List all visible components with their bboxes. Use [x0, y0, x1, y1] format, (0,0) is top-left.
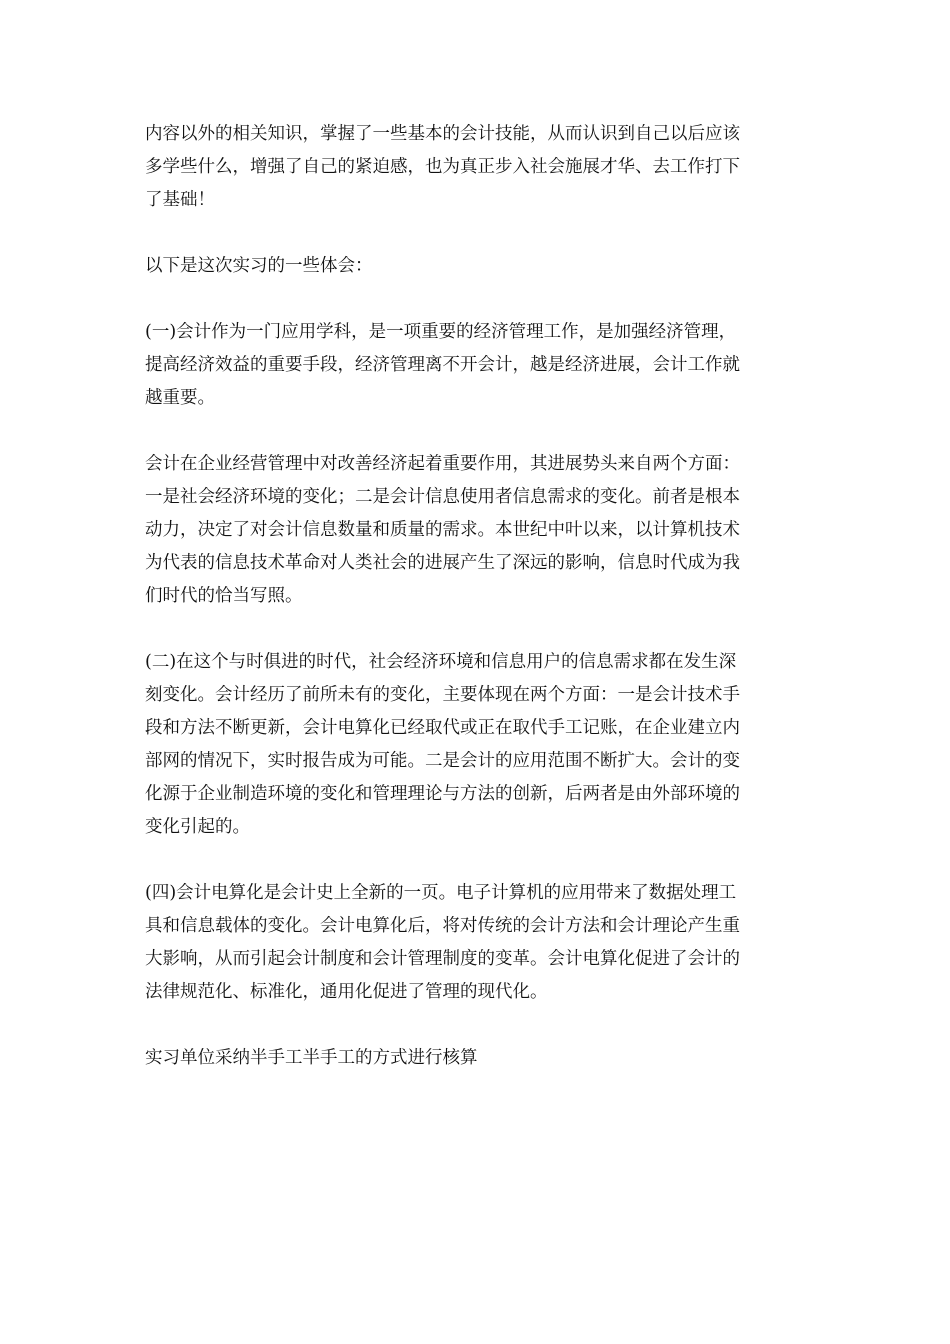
text-line: 具和信息载体的变化。会计电算化后，将对传统的会计方法和会计理论产生重: [145, 916, 740, 936]
text-line: 越重要。: [145, 388, 215, 408]
paragraph-accounting-role: [145, 448, 805, 613]
text-line: 一是社会经济环境的变化；二是会计信息使用者信息需求的变化。前者是根本: [145, 487, 740, 507]
text-line: 提高经济效益的重要手段，经济管理离不开会计，越是经济进展，会计工作就: [145, 355, 740, 375]
text-line: (一)会计作为一门应用学科，是一项重要的经济管理工作，是加强经济管理，: [145, 322, 737, 342]
text-line: 以下是这次实习的一些体会：: [145, 256, 373, 276]
text-line: 了基础！: [145, 190, 215, 210]
text-line: 段和方法不断更新，会计电算化已经取代或正在取代手工记账，在企业建立内: [145, 718, 740, 738]
paragraph-point-one: [145, 316, 805, 415]
paragraph-intro-continuation: [145, 118, 805, 217]
text-line: 会计在企业经营管理中对改善经济起着重要作用，其进展势头来自两个方面：: [145, 454, 740, 474]
paragraph-experience-heading: [145, 250, 805, 283]
text-line: (四)会计电算化是会计史上全新的一页。电子计算机的应用带来了数据处理工: [145, 883, 737, 903]
paragraph-point-two: [145, 646, 805, 844]
text-line: (二)在这个与时俱进的时代，社会经济环境和信息用户的信息需求都在发生深: [145, 652, 737, 672]
text-line: 多学些什么，增强了自己的紧迫感，也为真正步入社会施展才华、去工作打下: [145, 157, 740, 177]
text-line: 内容以外的相关知识，掌握了一些基本的会计技能，从而认识到自己以后应该: [145, 124, 740, 144]
text-line: 变化引起的。: [145, 817, 250, 837]
paragraph-internship-method: [145, 1042, 805, 1075]
text-line: 动力，决定了对会计信息数量和质量的需求。本世纪中叶以来，以计算机技术: [145, 520, 740, 540]
text-line: 刻变化。会计经历了前所未有的变化，主要体现在两个方面：一是会计技术手: [145, 685, 740, 705]
text-line: 化源于企业制造环境的变化和管理理论与方法的创新，后两者是由外部环境的: [145, 784, 740, 804]
paragraph-point-four: [145, 877, 805, 1009]
text-line: 们时代的恰当写照。: [145, 586, 303, 606]
document-page: [145, 118, 805, 1108]
text-line: 实习单位采纳半手工半手工的方式进行核算: [145, 1048, 478, 1068]
text-line: 部网的情况下，实时报告成为可能。二是会计的应用范围不断扩大。会计的变: [145, 751, 740, 771]
text-line: 大影响，从而引起会计制度和会计管理制度的变革。会计电算化促进了会计的: [145, 949, 740, 969]
text-line: 法律规范化、标准化，通用化促进了管理的现代化。: [145, 982, 548, 1002]
text-line: 为代表的信息技术革命对人类社会的进展产生了深远的影响，信息时代成为我: [145, 553, 740, 573]
